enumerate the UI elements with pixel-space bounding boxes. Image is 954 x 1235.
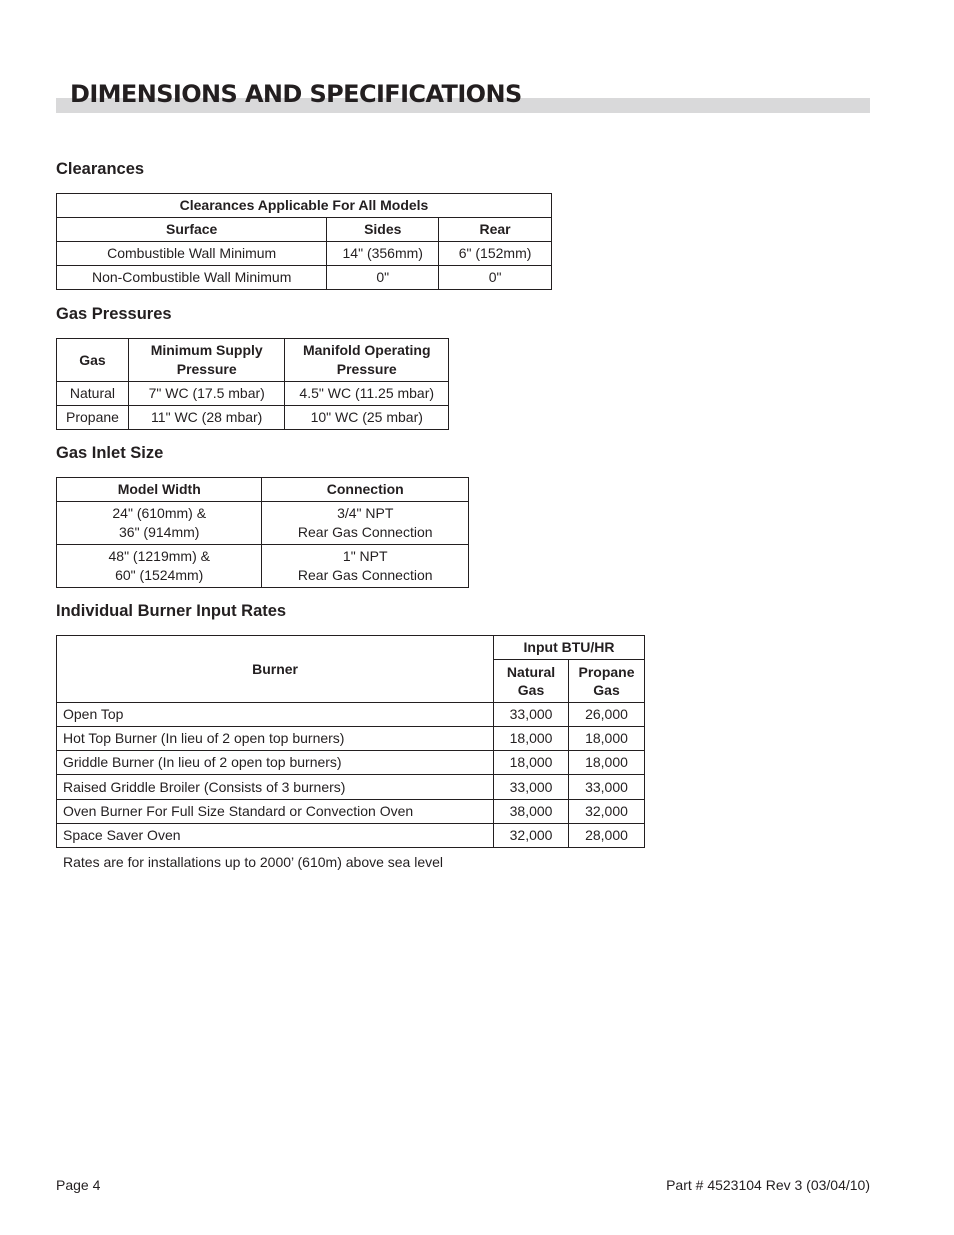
clearances-caption: Clearances Applicable For All Models: [57, 194, 552, 218]
cell-line: 24" (610mm) &: [112, 505, 207, 521]
table-cell: Open Top: [57, 703, 494, 727]
column-header: Model Width: [57, 478, 262, 502]
column-header: Surface: [57, 218, 327, 242]
table-cell: 0": [327, 266, 439, 290]
column-header: Burner: [57, 636, 494, 703]
table-cell: 4.5" WC (11.25 mbar): [285, 382, 449, 406]
cell-line: 60" (1524mm): [115, 567, 204, 583]
table-cell: 33,000: [569, 775, 645, 800]
column-header: Gas: [57, 339, 129, 382]
burner-rates-table: [56, 635, 645, 848]
table-cell: 18,000: [494, 727, 569, 751]
cell-line: 36" (914mm): [119, 524, 200, 540]
table-row: [57, 266, 552, 290]
table-cell: 32,000: [494, 824, 569, 848]
table-row: [57, 382, 449, 406]
table-row: [57, 242, 552, 266]
column-header: Natural Gas: [494, 660, 569, 703]
table-cell: [262, 502, 469, 545]
page-title: DIMENSIONS AND SPECIFICATIONS: [70, 80, 522, 108]
table-cell: 38,000: [494, 800, 569, 824]
table-cell: 14" (356mm): [327, 242, 439, 266]
part-number: Part # 4523104 Rev 3 (03/04/10): [666, 1177, 870, 1193]
gas-inlet-table: [56, 477, 469, 588]
table-row: [57, 775, 645, 800]
table-cell: 10" WC (25 mbar): [285, 406, 449, 430]
table-row: [57, 800, 645, 824]
table-row: [57, 406, 449, 430]
table-cell: Griddle Burner (In lieu of 2 open top burners): [57, 751, 494, 775]
table-cell: Non-Combustible Wall Minimum: [57, 266, 327, 290]
column-header: Sides: [327, 218, 439, 242]
table-cell: [262, 545, 469, 588]
table-cell: [57, 545, 262, 588]
column-group-header: Input BTU/HR: [494, 636, 645, 660]
table-cell: 32,000: [569, 800, 645, 824]
burner-rates-heading: Individual Burner Input Rates: [56, 602, 287, 620]
table-row: [57, 502, 469, 545]
table-cell: 18,000: [569, 727, 645, 751]
gas-pressures-heading: Gas Pressures: [56, 305, 172, 323]
table-cell: Natural: [57, 382, 129, 406]
table-cell: Propane: [57, 406, 129, 430]
table-cell: 18,000: [494, 751, 569, 775]
column-header: Propane Gas: [569, 660, 645, 703]
cell-line: 48" (1219mm) &: [108, 548, 210, 564]
table-cell: Hot Top Burner (In lieu of 2 open top burners): [57, 727, 494, 751]
table-cell: 26,000: [569, 703, 645, 727]
page-number: Page 4: [56, 1177, 101, 1193]
table-row: [57, 751, 645, 775]
table-row: [57, 703, 645, 727]
table-cell: Raised Griddle Broiler (Consists of 3 burners): [57, 775, 494, 800]
table-row: [57, 824, 645, 848]
cell-line: 3/4" NPT: [337, 505, 394, 521]
clearances-table: [56, 193, 552, 290]
table-cell: 0": [439, 266, 552, 290]
column-header: Rear: [439, 218, 552, 242]
gas-inlet-heading: Gas Inlet Size: [56, 444, 164, 462]
table-cell: 7" WC (17.5 mbar): [128, 382, 285, 406]
column-header: Manifold Operating Pressure: [285, 339, 449, 382]
table-row: [57, 545, 469, 588]
table-cell: 6" (152mm): [439, 242, 552, 266]
burner-rates-note: Rates are for installations up to 2000’ (610m) above sea level: [63, 854, 444, 870]
gas-pressures-table: [56, 338, 449, 430]
cell-line: Rear Gas Connection: [297, 567, 433, 583]
table-cell: 11" WC (28 mbar): [128, 406, 285, 430]
table-cell: Space Saver Oven: [57, 824, 494, 848]
column-header: Minimum Supply Pressure: [128, 339, 285, 382]
table-row: [57, 727, 645, 751]
table-cell: 33,000: [494, 703, 569, 727]
clearances-heading: Clearances: [56, 160, 145, 178]
table-cell: [57, 502, 262, 545]
table-cell: 33,000: [494, 775, 569, 800]
table-cell: 28,000: [569, 824, 645, 848]
table-cell: 18,000: [569, 751, 645, 775]
cell-line: Rear Gas Connection: [297, 524, 433, 540]
table-cell: Oven Burner For Full Size Standard or Convection Oven: [57, 800, 494, 824]
cell-line: 1" NPT: [342, 548, 388, 564]
column-header: Connection: [262, 478, 469, 502]
table-cell: Combustible Wall Minimum: [57, 242, 327, 266]
